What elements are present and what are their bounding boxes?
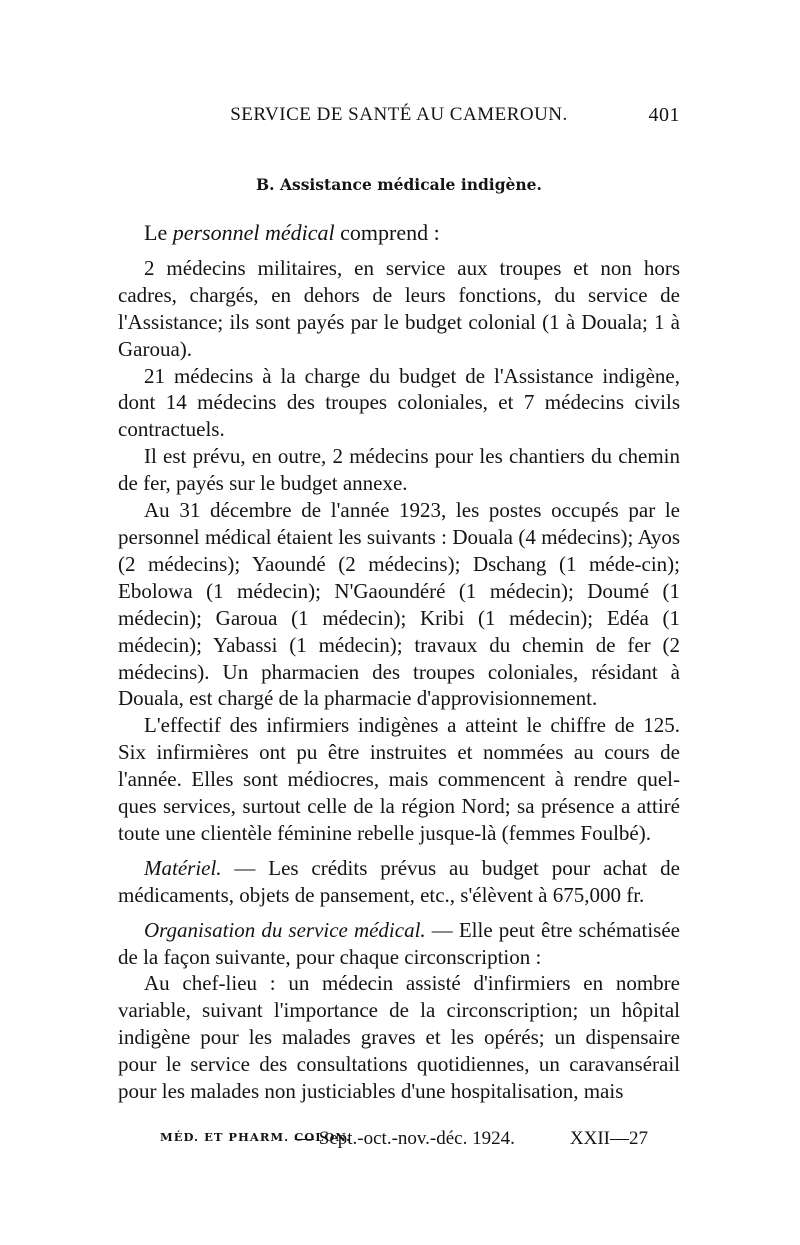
paragraph-text: comprend : (334, 220, 440, 245)
paragraph-text: — Les crédits prévus au budget pour achat de médicaments, objets de pansement, etc., s'élèvent à 675,000 fr. (118, 855, 680, 907)
italic-term: personnel médical (172, 220, 335, 245)
footer-signature: XXII—27 (569, 1128, 648, 1149)
footer-journal: MÉD. ET PHARM. COLON. (160, 1130, 352, 1144)
paragraph-railway-doctors: Il est prévu, en outre, 2 médecins pour les chantiers du chemin de fer, payés sur le budget annexe. (118, 444, 680, 496)
paragraph-organisation (118, 917, 680, 971)
paragraph-posts: Au 31 décembre de l'année 1923, les postes occupés par le personnel médical étaient les suivants : Douala (4 médecins); Ayos (2 médecins); Yaoundé (2 médecins); Dschang (1 méde-cin); Ebolowa (1 médecin); N'Gaoundéré (1 médecin); Doumé (1 médecin); Garoua (1 médecin); Kribi (1 médecin); Edéa (1 médecin); Yabassi (1 médecin); travaux du chemin de fer (2 médecins). Un pharmacien des troupes coloniales, résidant à Douala, est chargé de la pharmacie d'approvisionnement. (118, 498, 680, 711)
paragraph-chef-lieu: Au chef-lieu : un médecin assisté d'infirmiers en nombre variable, suivant l'importance de la circonscription; un hôpital indigène pour les malades graves et les opérés; un dispensaire pour le service des consultations quotidiennes, un caravansérail pour les malades non justiciables d'une hospitalisation, mais (118, 971, 680, 1104)
paragraph-materiel (118, 855, 680, 909)
paragraph-nurses: L'effectif des infirmiers indigènes a atteint le chiffre de 125. Six infirmières ont pu être instruites et nommées au cours de l'année. Elles sont médiocres, mais commencent à rendre quel-ques services, surtout celle de la région Nord; sa présence a attiré toute une clientèle féminine rebelle jusque-là (femmes Foulbé). (118, 713, 680, 845)
italic-heading: Matériel. (144, 855, 222, 880)
paragraph-military-doctors: 2 médecins militaires, en service aux troupes et non hors cadres, chargés, en dehors de leurs fonctions, du service de l'Assistance; ils sont payés par le budget colonial (1 à Douala; 1 à Garoua). (118, 255, 680, 361)
paragraph-text: — Elle peut être schématisée de la façon suivante, pour chaque circonscription : (118, 917, 680, 969)
running-head (118, 104, 680, 130)
footer-date: — Sept.-oct.-nov.-déc. 1924. (295, 1128, 515, 1149)
paragraph-budget-doctors: 21 médecins à la charge du budget de l'Assistance indigène, dont 14 médecins des troupes coloniales, et 7 médecins civils contractuels. (118, 363, 680, 442)
page-number: 401 (648, 104, 680, 126)
section-heading: B. Assistance médicale indigène. (256, 175, 542, 194)
paragraph-personnel (118, 220, 680, 247)
paragraph-lead: Le (144, 220, 173, 245)
body-text (118, 220, 680, 1105)
italic-heading: Organisation du service médical. (144, 917, 426, 942)
running-title: SERVICE DE SANTÉ AU CAMEROUN. (230, 104, 568, 125)
footer (160, 1128, 670, 1154)
